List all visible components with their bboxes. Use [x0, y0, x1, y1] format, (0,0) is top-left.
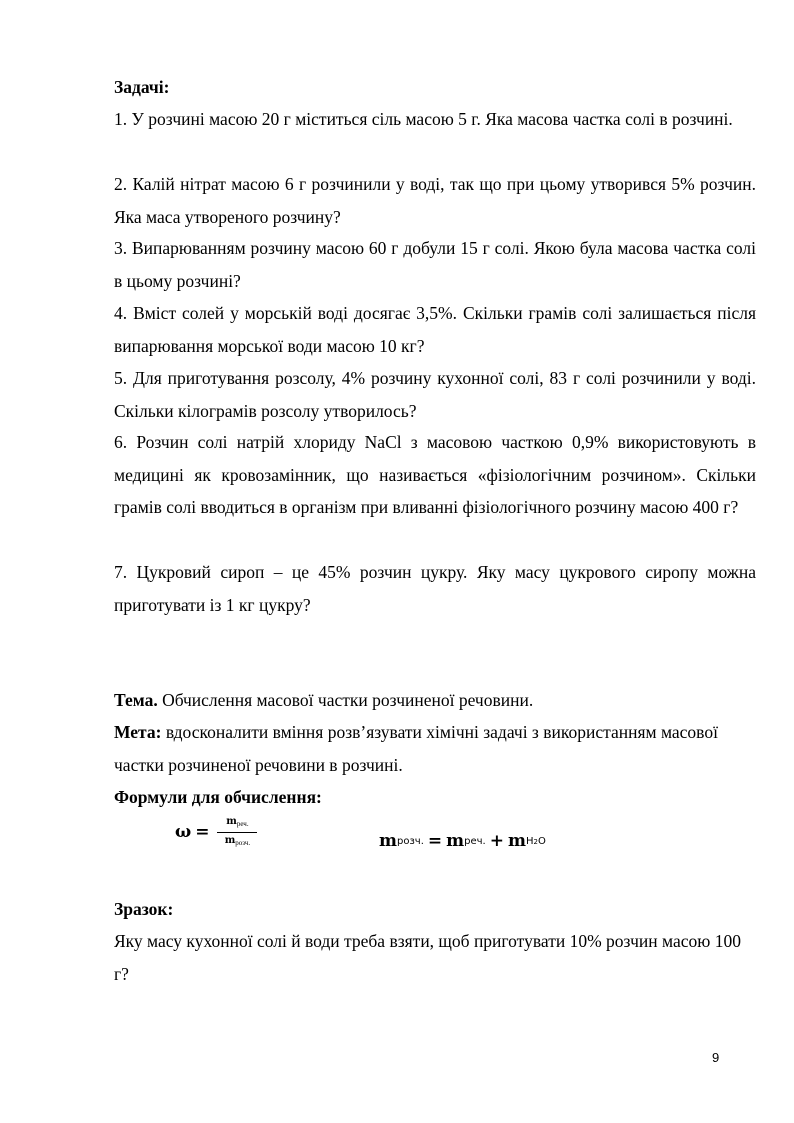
topic-text: Обчислення масової частки розчиненої речовини. [157, 690, 534, 710]
fraction [217, 816, 257, 849]
goal-label: Мета: [114, 722, 162, 742]
m-substance: m [446, 831, 465, 851]
task-2: 2. Калій нітрат масою 6 г розчинили у воді, так що при цьому утворився 5% розчин. Яка маса утвореного розчину? [114, 174, 756, 227]
task-6: 6. Розчин солі натрій хлориду NaCl з масовою часткою 0,9% використовують в медицині як кровозамінник, що називається «фізіологічним розчином». Скільки грамів солі вводиться в організм при вливанні фізіологічного розчину масою 400 г? [114, 432, 756, 517]
mass-fraction-formula [175, 812, 257, 852]
omega-symbol: ω [175, 822, 192, 842]
sub-solution: розч. [397, 835, 424, 847]
goal-text: вдосконалити вміння розв’язувати хімічні задачі з використанням масової частки розчиненої речовини в розчині. [114, 722, 718, 775]
page-number: 9 [712, 1050, 720, 1065]
solution-mass-formula [379, 821, 546, 861]
plus-sign: + [489, 831, 504, 851]
task-3: 3. Випарюванням розчину масою 60 г добули 15 г солі. Якою була масова частка солі в цьому розчині? [114, 238, 756, 291]
fraction-bar [217, 832, 257, 833]
task-1: 1. У розчині масою 20 г міститься сіль масою 5 г. Яка масова частка солі в розчині. [114, 109, 733, 129]
task-7: 7. Цукровий сироп – це 45% розчин цукру. Яку масу цукрового сиропу можна приготувати із 1 кг цукру? [114, 562, 756, 615]
m-water: m [507, 831, 526, 851]
sub-substance: реч. [464, 835, 486, 847]
topic-label: Тема. [114, 690, 158, 710]
sample-heading: Зразок: [114, 899, 174, 919]
equals-sign: = [195, 822, 210, 842]
formulas-heading: Формули для обчислення: [114, 787, 322, 807]
fraction-numerator: $m_{реч.}$ [226, 815, 249, 828]
task-4: 4. Вміст солей у морській воді досягає 3,5%. Скільки грамів солі залишається після випарювання морської води масою 10 кг? [114, 303, 756, 356]
equals-sign-2: = [427, 831, 443, 851]
topic-line [114, 684, 756, 717]
goal-line [114, 716, 734, 781]
tasks-heading: Задачі: [114, 77, 170, 97]
fraction-denominator: $m_{розч.}$ [224, 834, 251, 847]
task-5: 5. Для приготування розсолу, 4% розчину кухонної солі, 83 г солі розчинили у воді. Скільки кілограмів розсолу утворилось? [114, 368, 756, 421]
sub-water: H2O [525, 835, 546, 847]
m-solution: m [379, 831, 397, 851]
sample-text: Яку масу кухонної солі й води треба взяти, щоб приготувати 10% розчин масою 100 г? [114, 931, 741, 984]
